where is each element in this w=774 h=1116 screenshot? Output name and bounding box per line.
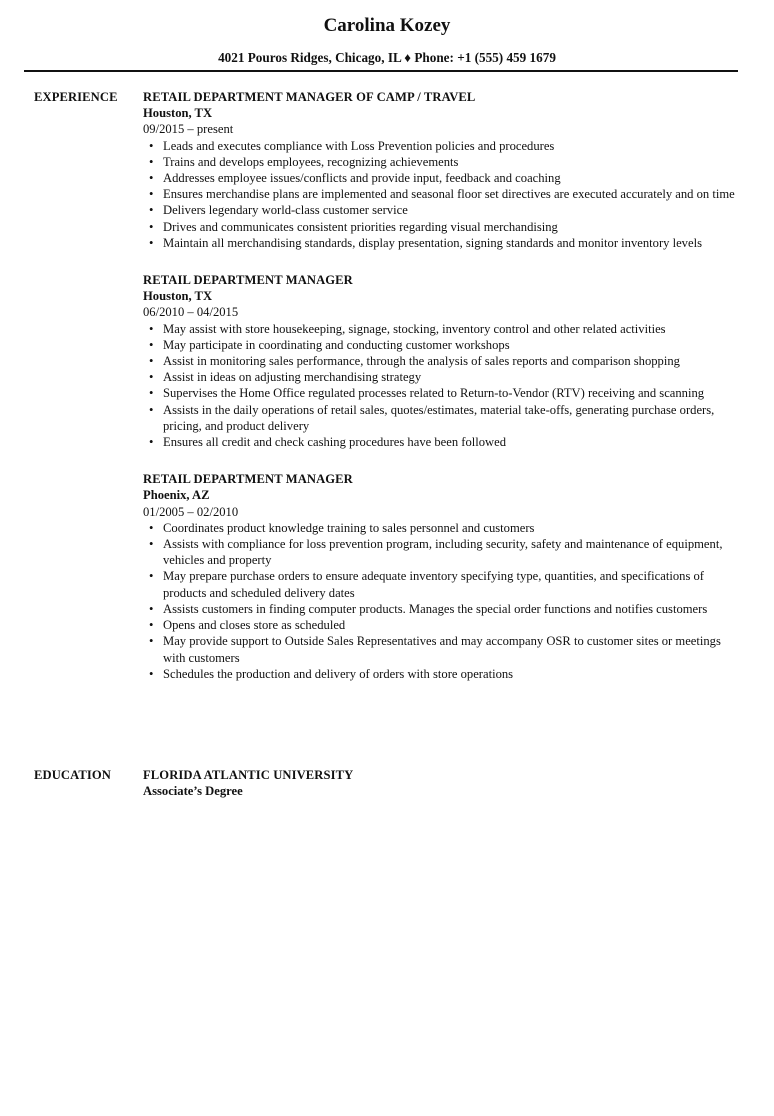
bullet-icon: • xyxy=(149,569,154,584)
bullet-icon: • xyxy=(149,235,154,250)
job-bullet: • Assists customers in finding computer products. Manages the special order functions and notifies customers xyxy=(149,601,708,616)
bullet-icon: • xyxy=(149,370,154,385)
job-bullet: • Assists in the daily operations of retail sales, quotes/estimates, material take-offs, generating purchase orders, pricing, and product delivery xyxy=(149,402,715,433)
bullet-icon: • xyxy=(149,601,154,616)
job-bullet: • Trains and develops employees, recognizing achievements xyxy=(149,154,459,169)
job-bullet: • Delivers legendary world-class customer service xyxy=(149,203,408,218)
job-location: Houston, TX xyxy=(143,106,213,121)
bullet-icon: • xyxy=(149,171,154,186)
school-name: FLORIDA ATLANTIC UNIVERSITY xyxy=(143,768,354,782)
job-bullet-list xyxy=(143,321,743,451)
job-bullet: • May provide support to Outside Sales Representatives and may accompany OSR to customer sites or meetings with customers xyxy=(149,634,721,665)
job-bullet: • May participate in coordinating and conducting customer workshops xyxy=(149,337,510,352)
job-bullet: • Leads and executes compliance with Loss Prevention policies and procedures xyxy=(149,138,555,153)
bullet-icon: • xyxy=(149,154,154,169)
bullet-icon: • xyxy=(149,634,154,649)
job-entry xyxy=(143,272,743,450)
job-bullet: • Coordinates product knowledge training to sales personnel and customers xyxy=(149,520,535,535)
bullet-icon: • xyxy=(149,337,154,352)
bullet-icon: • xyxy=(149,354,154,369)
job-bullet: • Maintain all merchandising standards, display presentation, signing standards and monitor inventory levels xyxy=(149,235,702,250)
job-title: RETAIL DEPARTMENT MANAGER xyxy=(143,273,353,288)
job-dates: 01/2005 – 02/2010 xyxy=(143,504,239,519)
bullet-icon: • xyxy=(149,321,154,336)
bullet-icon: • xyxy=(149,666,154,681)
candidate-name: Carolina Kozey xyxy=(323,15,451,36)
bullet-icon: • xyxy=(149,203,154,218)
experience-section xyxy=(143,89,743,682)
job-bullet-list xyxy=(143,138,743,251)
contact-line: 4021 Pouros Ridges, Chicago, IL ♦ Phone: +1 (555) 459 1679 xyxy=(218,50,556,65)
job-bullet: • Opens and closes store as scheduled xyxy=(149,618,346,633)
job-bullet: • Ensures merchandise plans are implemented and seasonal floor set directives are executed accurately and on time xyxy=(149,187,735,202)
education-section xyxy=(143,767,743,799)
job-bullet: • Addresses employee issues/conflicts and provide input, feedback and coaching xyxy=(149,171,561,186)
bullet-icon: • xyxy=(149,187,154,202)
bullet-icon: • xyxy=(149,520,154,535)
bullet-icon: • xyxy=(149,138,154,153)
bullet-icon: • xyxy=(149,618,154,633)
job-bullet: • May prepare purchase orders to ensure adequate inventory specifying type, quantities, and specifications of products and scheduled delivery dates xyxy=(149,569,704,600)
job-dates: 06/2010 – 04/2015 xyxy=(143,305,239,320)
degree: Associate’s Degree xyxy=(143,784,243,799)
job-dates: 09/2015 – present xyxy=(143,122,234,137)
bullet-icon: • xyxy=(149,435,154,450)
job-bullet-list xyxy=(143,520,743,682)
job-bullet: • Assist in ideas on adjusting merchandising strategy xyxy=(149,370,422,385)
job-bullet: • Assist in monitoring sales performance, through the analysis of sales reports and comparison shopping xyxy=(149,354,680,369)
job-bullet: • Assists with compliance for loss prevention program, including security, safety and maintenance of equipment, vehicles and property xyxy=(149,537,723,568)
bullet-icon: • xyxy=(149,402,154,417)
job-bullet: • Ensures all credit and check cashing procedures have been followed xyxy=(149,435,507,450)
job-bullet: • Schedules the production and delivery of orders with store operations xyxy=(149,666,514,681)
job-location: Phoenix, AZ xyxy=(143,488,210,503)
job-title: RETAIL DEPARTMENT MANAGER xyxy=(143,472,353,487)
job-title: RETAIL DEPARTMENT MANAGER OF CAMP / TRAVEL xyxy=(143,90,476,104)
job-bullet: • Drives and communicates consistent priorities regarding visual merchandising xyxy=(149,219,558,234)
bullet-icon: • xyxy=(149,537,154,552)
education-section-label: EDUCATION xyxy=(34,768,111,782)
job-entry xyxy=(143,89,743,251)
job-bullet: • May assist with store housekeeping, signage, stocking, inventory control and other related activities xyxy=(149,321,666,336)
job-location: Houston, TX xyxy=(143,289,213,304)
job-bullet: • Supervises the Home Office regulated processes related to Return-to-Vendor (RTV) receiving and scanning xyxy=(149,386,705,401)
experience-section-label: EXPERIENCE xyxy=(34,90,118,104)
bullet-icon: • xyxy=(149,219,154,234)
bullet-icon: • xyxy=(149,386,154,401)
header-divider xyxy=(24,70,738,72)
job-entry xyxy=(143,471,743,682)
